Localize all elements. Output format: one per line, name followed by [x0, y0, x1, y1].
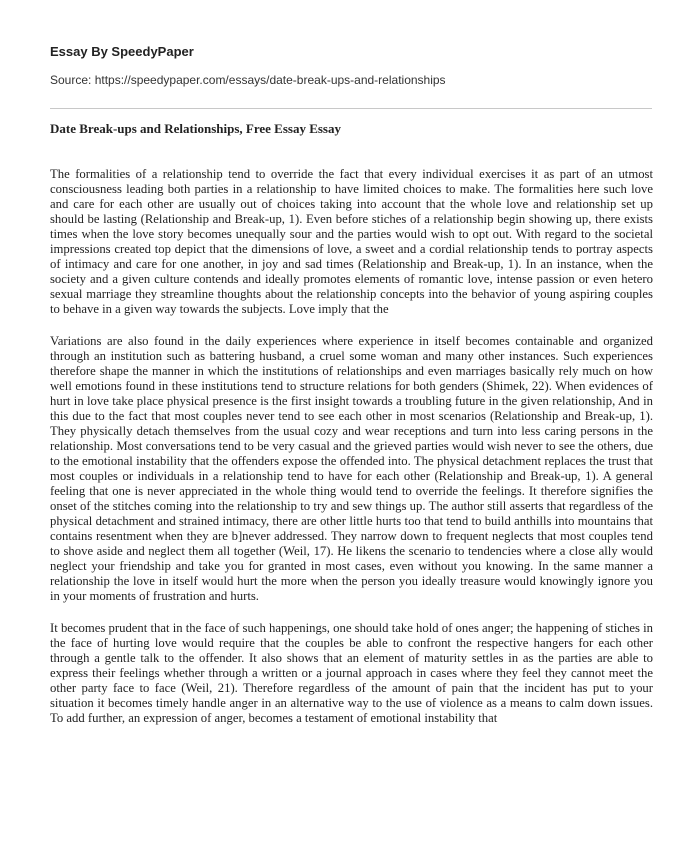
- essay-paragraph: The formalities of a relationship tend to override the fact that every individual exercises it as part of an utmost consciousness leading both parties in a relationship to have limited choices to make. The formalities here such love and care for each other are usually out of choices taking into account that the whole love and relationship set up should be lasting (Relationship and Break-up, 1). Even before stiches of a relationship begin showing up, there exists times when the love story becomes unequally sour and the parties would wish to opt out. With regard to the societal impressions created top depict that the dimensions of love, a sweet and a cordial relationship tends to portray aspects of intimacy and care for one another, in joy and sad times (Relationship and Break-up, 1). In an instance, when the society and a given culture contends and ideally promotes elements of romantic love, intense passion or even hetero sexual marriage they streamline thoughts about the relationship concepts into the behavior of young aspiring couples to behave in a given way towards the subjects. Love imply that the: [50, 167, 653, 316]
- header-divider: [50, 108, 652, 109]
- publisher-name: Essay By SpeedyPaper: [50, 44, 194, 59]
- source-url[interactable]: Source: https://speedypaper.com/essays/date-break-ups-and-relationships: [50, 73, 446, 87]
- essay-body: [50, 167, 653, 743]
- essay-paragraph: Variations are also found in the daily experiences where experience in itself becomes containable and organized through an institution such as battering husband, a cruel some woman and many other instances. Such experiences therefore shape the manner in which the institutions of relationships and even marriages basically rely much on how well emotions found in these institutions tend to structure relations for both genders (Shimek, 22). When evidences of hurt in love take place physical presence is the first insight towards a troubling future in the given relationship, And in this due to the fact that most couples never tend to see each other in most scenarios (Relationship and Break-up, 1). They physically detach themselves from the usual cozy and wear receptions and turn into less caring persons in the relationship. Most conversations tend to be very casual and the grieved parties would wish never to see the others, due to the emotional instability that the offenders expose the offended into. The physical detachment replaces the trust that most couples or individuals in a relationship tend to have for each other (Relationship and Break-up, 1). A general feeling that one is never appreciated in the whole thing would tend to override the feelings. It therefore signifies the onset of the stitches coming into the relationship to try and sew things up. The author still asserts that regardless of the physical detachment and strained intimacy, there are other little hurts too that tend to build anthills into mountains that contains resentment when they are b]never addressed. They narrow down to frequent neglects that most couples tend to shove aside and neglect them all together (Weil, 17). He likens the scenario to tendencies where a close ally would neglect your friendship and take you for granted in most cases, even without you knowing. In the same manner a relationship the love in itself would hurt the more when the person you ideally treasure would knowingly ignore you in your moments of frustration and hurts.: [50, 334, 653, 603]
- essay-title: Date Break-ups and Relationships, Free Essay Essay: [50, 121, 341, 136]
- essay-paragraph: It becomes prudent that in the face of such happenings, one should take hold of ones anger; the happening of stiches in the face of hurting love would require that the couples be able to confront the respective hangers for each other through a gentle talk to the offender. It also shows that an element of maturity settles in as the parties are able to express their feelings whether through a written or a journal approach in cases where they feel they cannot meet the other party face to face (Weil, 21). Therefore regardless of the amount of pain that the incident has put to your situation it becomes timely handle anger in an alternative way to the use of violence as a means to calm down issues. To add further, an expression of anger, becomes a testament of emotional instability that: [50, 621, 653, 725]
